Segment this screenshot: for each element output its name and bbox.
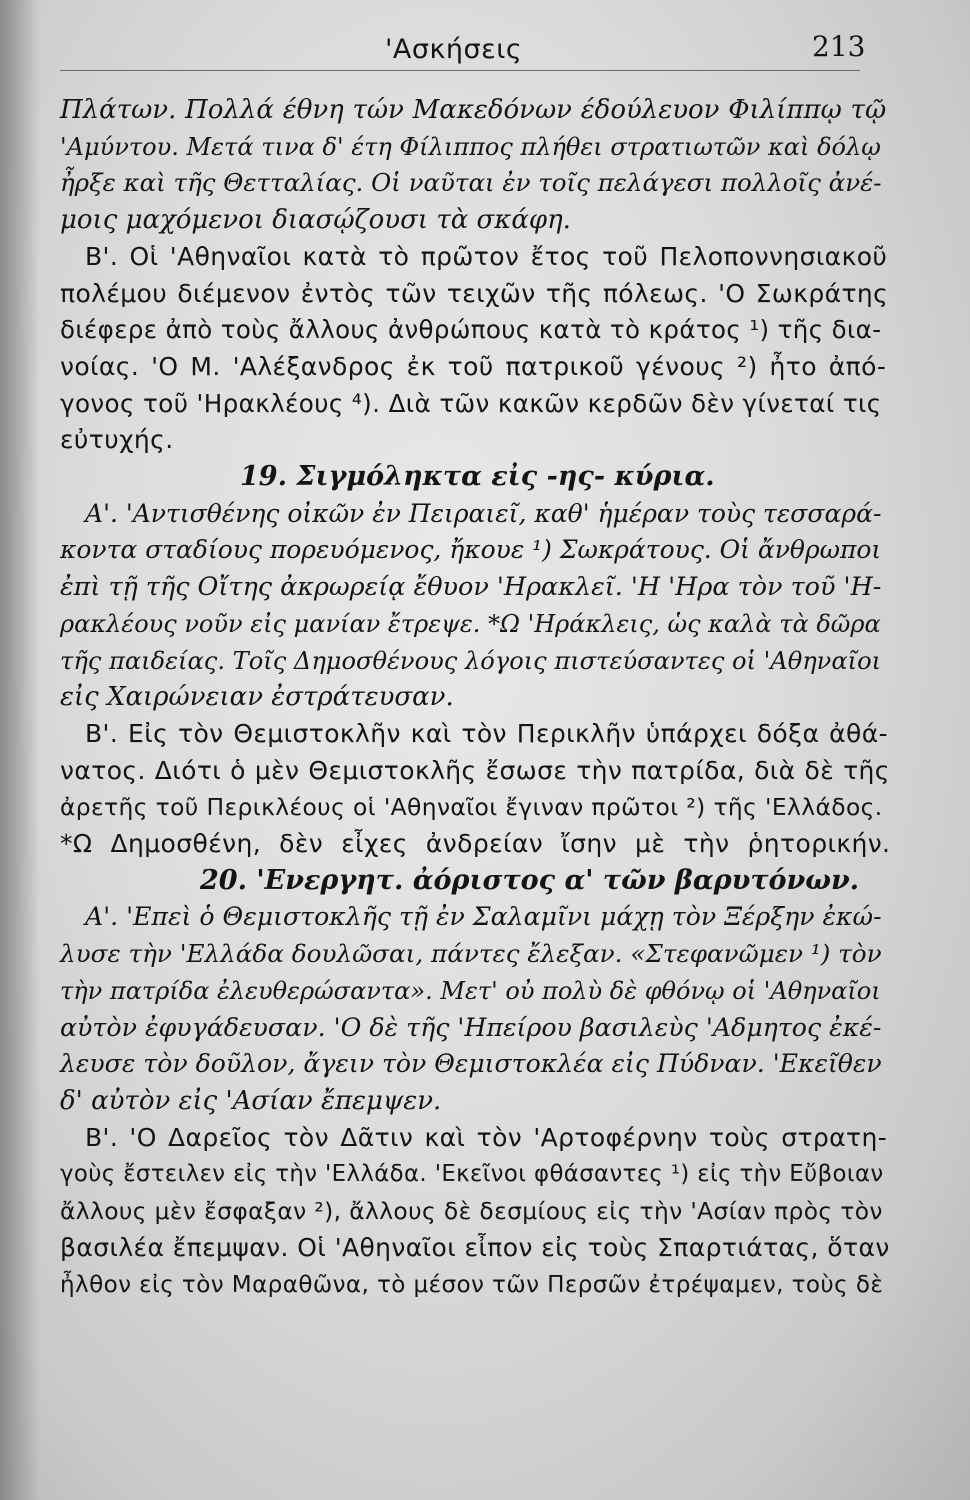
text-line: Α'. 'Επεὶ ὁ Θεμιστοκλῆς τῇ ἐν Σαλαμῖνι μάχῃ τὸν Ξέρξην ἐκώ- bbox=[85, 902, 882, 932]
running-head bbox=[0, 28, 970, 72]
body-text bbox=[60, 92, 890, 1303]
text-line: ἄλλους μὲν ἔσφαξαν ²), ἄλλους δὲ δεσμίους εἰς τὴν 'Ασίαν πρὸς τὸν bbox=[60, 1197, 883, 1226]
text-line: *Ω Δημοσθένη, δὲν εἶχες ἀνδρείαν ἴσην μὲ τὴν ῥητορικήν. bbox=[60, 829, 891, 859]
text-line: ρακλέους νοῦν εἰς μανίαν ἔτρεψε. *Ω 'Ηράκλεις, ὡς καλὰ τὰ δῶρα bbox=[60, 609, 881, 638]
text-line: Α'. 'Αντισθένης οἰκῶν ἐν Πειραιεῖ, καθ' ἡμέραν τοὺς τεσσαρά- bbox=[85, 498, 882, 528]
text-line: νατος. Διότι ὁ μὲν Θεμιστοκλῆς ἔσωσε τὴν πατρίδα, διὰ δὲ τῆς bbox=[60, 755, 890, 785]
gutter-shadow bbox=[0, 0, 40, 1500]
page-number: 213 bbox=[812, 30, 866, 63]
header-rule bbox=[60, 70, 860, 71]
text-line: διέφερε ἀπὸ τοὺς ἄλλους ἀνθρώπους κατὰ τὸ κράτος ¹) τῆς δια- bbox=[60, 315, 882, 345]
text-line: Β'. 'Ο Δαρεῖος τὸν Δᾶτιν καὶ τὸν 'Αρτοφέρνην τοὺς στρατη- bbox=[85, 1122, 888, 1152]
text-line: δ' αὐτὸν εἰς 'Ασίαν ἔπεμψεν. bbox=[60, 1085, 442, 1116]
text-line: γονος τοῦ 'Ηρακλέους ⁴). Διὰ τῶν κακῶν κερδῶν δὲν γίνεταί τις bbox=[60, 388, 882, 418]
text-line: Β'. Οἱ 'Αθηναῖοι κατὰ τὸ πρῶτον ἔτος τοῦ Πελοποννησιακοῦ bbox=[85, 241, 888, 271]
text-line: Β'. Εἰς τὸν Θεμιστοκλῆν καὶ τὸν Περικλῆν ὑπάρχει δόξα ἀθά- bbox=[85, 718, 889, 748]
text-line: ἀρετῆς τοῦ Περικλέους οἱ 'Αθηναῖοι ἔγιναν πρῶτοι ²) τῆς 'Ελλάδος. bbox=[60, 793, 883, 822]
text-line: αὐτὸν ἐφυγάδευσαν. 'Ο δὲ τῆς 'Ηπείρου βασιλεὺς 'Αδμητος ἐκέ- bbox=[60, 1012, 882, 1042]
text-line: μοις μαχόμενοι διασῴζουσι τὰ σκάφη. bbox=[60, 205, 571, 236]
text-line: 'Αμύντου. Μετά τινα δ' έτη Φίλιππος πλήθει στρατιωτῶν καὶ δόλῳ bbox=[60, 132, 881, 161]
text-line: νοίας. 'Ο Μ. 'Αλέξανδρος ἐκ τοῦ πατρικοῦ γένους ²) ἦτο ἀπό- bbox=[60, 351, 887, 381]
text-line: τὴν πατρίδα ἐλευθερώσαντα». Μετ' οὐ πολὺ δὲ φθόνῳ οἱ 'Αθηναῖοι bbox=[60, 976, 881, 1005]
text-line: βασιλέα ἔπεμψαν. Οἱ 'Αθηναῖοι εἶπον εἰς τοὺς Σπαρτιάτας, ὅταν bbox=[60, 1232, 890, 1262]
text-line: λευσε τὸν δοῦλον, ἄγειν τὸν Θεμιστοκλέα εἰς Πύδναν. 'Εκεῖθεν bbox=[60, 1049, 882, 1079]
text-line: ἐπὶ τῇ τῆς Οἴτης ἀκρωρείᾳ ἔθυον 'Ηρακλεῖ. 'Η 'Ηρα τὸν τοῦ 'Η- bbox=[60, 572, 882, 603]
text-line: τῆς παιδείας. Τοῖς Δημοσθένους λόγοις πιστεύσαντες οἱ 'Αθηναῖοι bbox=[60, 646, 882, 675]
text-line: ἦρξε καὶ τῆς Θετταλίας. Οἱ ναῦται ἐν τοῖς πελάγεσι πολλοῖς ἀνέ- bbox=[60, 168, 882, 198]
running-title: 'Ασκήσεις bbox=[385, 34, 523, 65]
text-line: Πλάτων. Πολλά έθνη τών Μακεδόνων έδούλευον Φιλίππῳ τῷ bbox=[60, 95, 887, 125]
text-line: ἦλθον εἰς τὸν Μαραθῶνα, τὸ μέσον τῶν Περσῶν ἐτρέψαμεν, τοὺς δὲ bbox=[60, 1271, 884, 1298]
section-heading: 19. Σιγμόληκτα εἰς -ης- κύρια. bbox=[240, 461, 715, 493]
text-line: γοὺς ἔστειλεν εἰς τὴν 'Ελλάδα. 'Εκεῖνοι φθάσαντες ¹) εἰς τὴν Εὔβοιαν bbox=[60, 1161, 884, 1188]
text-line: πολέμου διέμενον ἐντὸς τῶν τειχῶν τῆς πόλεως. 'Ο Σωκράτης bbox=[60, 278, 889, 308]
text-line: κοντα σταδίους πορευόμενος, ἤκουε ¹) Σωκράτους. Οἱ ἄνθρωποι bbox=[60, 535, 882, 565]
text-line: εἰς Χαιρώνειαν ἐστράτευσαν. bbox=[60, 682, 454, 713]
section-heading: 20. 'Ενεργητ. ἀόριστος α' τῶν βαρυτόνων. bbox=[200, 864, 860, 896]
text-line: λυσε τὴν 'Ελλάδα δουλῶσαι, πάντες ἔλεξαν. «Στεφανῶμεν ¹) τὸν bbox=[60, 939, 882, 969]
text-line: εὐτυχής. bbox=[60, 425, 174, 455]
